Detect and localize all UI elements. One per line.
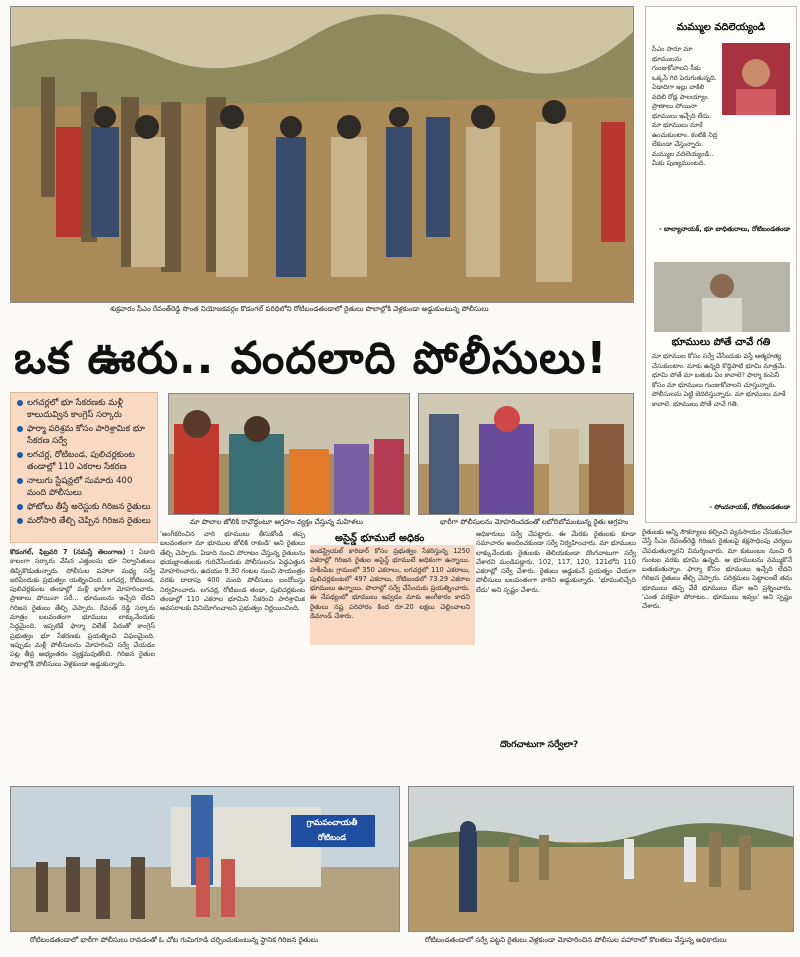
sidebar-portrait-1 xyxy=(722,43,790,115)
body-text-4: అధికారులు సర్వే చేపట్టారు. ఈ మేరకు రైతులకు కూడా సమాచారం అందించకుండా సర్వే నిర్వహించారు. మా భూములు లాక్కునేందుకు రైతులకు తెలియకుండా దొంగచాటుగా సర్వే చేశారని మండిపడ్డారు. 102, 117, 120, 121లోని 110 ఎకరాల్లో సర్వే చేశారు. రైతులు అడ్డుకునే ప్రయత్నం చేయగా పోలీసులు బలవంతంగా వారిని అడ్డుకున్నారు. 'భూములిచ్చేది లేదు' అని స్పష్టం చేశారు. xyxy=(476,530,636,594)
body-column-1 xyxy=(10,548,155,780)
sidebar-title-1: మమ్ముల వదిలెయ్యండి xyxy=(676,22,766,33)
middle-photo-right xyxy=(418,393,634,515)
top-photo-caption: శుక్రవారం సీఎం రేవంత్‌రెడ్డి సొంత నియోజకవర్గం కొడంగల్ పరిధిలోని రోటిబండతండాలో రైతులు పొలాల్లోకి వెళ్లకుండా అడ్డుకుంటున్న పోలీసులు xyxy=(110,305,489,313)
village-signboard: గ్రామపంచాయతీ రోటిబండ xyxy=(306,818,358,842)
middle-left-caption: మా పొలాల జోలికి రావొద్దంటూ ఆగ్రహం వ్యక్తం చేస్తున్న మహిళలు xyxy=(190,518,364,526)
sidebar-signature-1: - బాల్యానాయక్, భూ బాధితురాలు, రోటిబండతండా xyxy=(659,225,790,233)
body-column-4 xyxy=(476,530,636,690)
top-photo xyxy=(10,6,634,303)
bottom-left-caption: రోటిబండతండాలో భారీగా పోలీసులు రావడంతో ఓ చోట గుమిగూడి చర్చించుకుంటున్న స్థానిక గిరిజన రైతులు xyxy=(30,936,319,944)
sidebar-portrait-2 xyxy=(654,262,790,332)
sidebar-signature-2: - సోందనాయక్, రోటిబండతండా xyxy=(709,503,790,511)
middle-right-caption: భారీగా పోలీసులను మోహరించడంతో లబోదిబోమంటున్న రైతు ఆగ్రహం xyxy=(440,518,629,526)
body-column-3 xyxy=(310,547,470,780)
bottom-photo-right xyxy=(408,786,794,932)
sidebar-title-2: భూములు పోతే చావే గతి xyxy=(671,337,771,348)
highlight-item: లగచర్లలో భూ సేకరణకు మళ్లీ కాలుదువ్విన కాంగ్రెస్ సర్కారు xyxy=(17,397,151,421)
body-text-2: 'అంగీకరించిన వారి భూములు తీసుకోండి తప్ప బలవంతంగా మా భూముల జోలికి రాకండి' అని రైతులు తేల్చి చెప్పారు. ఏడాది నుంచి పోరాటం చేస్తున్న రైతులను భయభ్రాంతులకు గురిచేసేందుకు పోలీసులను పెద్దఎత్తున మోహరించారు. ఉదయం 9.30 గంటల నుంచి సాయంత్రం వరకు దాదాపు 400 మంది పోలీసులు బందోబస్తు నిర్వహించారు. లగచర్ల, రోటిబండ తండా, పులిచర్లకుంట తండాల్లో 110 ఎకరాల భూమిని సేకరించి పారిశ్రామిక అవసరాలకు వినియోగించాలని ప్రభుత్వం నిర్ణయించింది. xyxy=(160,530,305,613)
headline: ఒక ఊరు.. వందలాది పోలీసులు! xyxy=(14,333,608,384)
body-column-2 xyxy=(160,530,305,780)
highlight-item: ఫోటోలు తీస్తే అరెస్టుకు గిరిజన రైతులు xyxy=(17,501,151,513)
subhead-secret-survey: దొంగచాటుగా సర్వేలా? xyxy=(500,740,579,750)
body-text-1: ఏడాది కాలంగా సర్కారు వేసిన ఎత్తులను భూ నిర్వాసితులు తిప్పికొడుతున్నారు. పోలీసుల పహారా మధ్య సర్వే జరిపేందుకు ప్రభుత్వం యత్నించింది. లగచర్ల, రోటిబండ, పులిచర్లకుంట తండాల్లో మళ్లీ భారీగా మోహరించారు. ప్రాణాలు పోయినా సరే... భూములను ఇచ్చేది లేదని గిరిజన రైతులు తేల్చి చెప్పారు. రేవంత్ రెడ్డి సర్కారు మాత్రం బలవంతంగా భూములు లాక్కునేందుకు సిద్ధమైంది. ఇప్పటికే ఫార్మా విలేజ్ పేరుతో కాంగ్రెస్ ప్రభుత్వం భూ సేకరణకు ప్రయత్నించి విఫలమైంది. ఇప్పుడు మళ్లీ పోలీసులను మోహరించి సర్వే చేయడం పట్ల తీవ్ర అభ్యంతరం వ్యక్తమవుతోంది. గిరిజన రైతుల పొలాల్లోకి పోలీసులు వెళ్లకుండా అడ్డుకున్నారు. xyxy=(10,548,155,668)
dateline: కొడంగల్, ఫిబ్రవరి 7 (నమస్తే తెలంగాణ) : xyxy=(10,548,134,556)
sidebar-text-2: మా భూముల కోసం సర్వే చేసేందుకు వస్తే ఆత్మహత్య చేసుకుంటాం. మాకు ఉన్నది కొద్దిపాటి భూమి మాత్రమే. భూమి పోతే మా బతుకు ఏం కావాలె? ఫార్మా కంపెనీ కోసం మా భూములు గుంజుకోవాలని చూస్తున్నారు. పోలీసులను పెట్టి బెదిరిస్తున్నారు. మా భూములు మాకే కావాలె. భూములు పోతే చావే గతి. xyxy=(652,352,787,408)
body-text-3: ఇండస్ట్రియల్ కారిడార్ కోసం ప్రభుత్వం సేకరిస్తున్న 1250 ఎకరాల్లో గిరిజన రైతుల అసైన్డ్ భూములే అధికంగా ఉన్నాయి. హకీంపేట గ్రామంలో 350 ఎకరాలు, లగచర్లలో 110 ఎకరాలు, పులిచర్లకుంటలో 497 ఎకరాలు, రోటిబండలో 73.29 ఎకరాల భూములు ఉన్నాయి. పొలాల్లో సర్వే చేసేందుకు ప్రయత్నించారు. ఈ నేపథ్యంలో భూములు ఇవ్వడం మాకు అంగీకారం కాదని రైతులు నష్ట పరిహారం కింద రూ.20 లక్షలు చెల్లించాలని డిమాండ్ చేశారు. xyxy=(310,547,470,621)
subhead-assigned-lands: అసైన్డ్ భూములే అధికం xyxy=(335,533,425,544)
bottom-right-caption: రోటిబండతండాలో సర్వే పట్టని రైతులు వెళ్లకుండా మోహరించిన పోలీసుల పహారాలో కొలతలు వేస్తున్న అధికారులు xyxy=(425,936,727,944)
highlight-item: ఫార్మా పరిశ్రమ కోసం పారిశ్రామిక భూ సేకరణ సర్వే xyxy=(17,423,151,447)
highlight-item: మరోసారి తేల్చి చెప్పిన గిరిజన రైతులు xyxy=(17,515,151,527)
middle-photo-left xyxy=(168,393,410,515)
sidebar-testimonials xyxy=(645,6,797,523)
sidebar-text-1: సీఎం సారూ మా భూములను గుంజుకోవాలని సీకు ఒక్కసే గిరి పెరుగుతున్నది. ఏడాదిగా ఇల్లు వాకిలి వదిలి రోడ్ల పాలయ్యాం. ప్రాణాలు పోయినా భూములు ఇచ్చేది లేదు. మా భూములు మాకే ఉంచుకుంటాం. కంటికి నిద్ర లేకుండా చేస్తున్నారు. మమ్ముల వదిలెయ్యండి.. మీకు పుణ్యముంటది. xyxy=(652,45,718,167)
body-column-5 xyxy=(642,528,792,780)
highlights-box xyxy=(10,392,158,543)
body-text-5: రైతులకు అన్ని సౌకర్యాలు కల్పించి వ్యవసాయం చేసుకునేలా చేస్తే సీఎం రేవంత్‌రెడ్డి గిరిజన రైతులపై కక్షసాధింపు చర్యలు చేపడుతున్నారని విమర్శించారు. మా కుటుంబం నుంచి 6 గుంటల వరకు భూమి ఉన్నది. ఆ భూములను నమ్ముకొనే బతుకుతున్నాం. ఫార్మా కోసం భూములు ఇచ్చేది లేదని గిరిజన రైతులు తేల్చి చెప్పారు. పరిశ్రమలు పెట్టాలంటే తమ భూములు తప్ప వేరే భూములు లేవా అని ప్రశ్నించారు. 'ఎంత వరకైనా పోరాటం.. భూములు ఇవ్వం' అని స్పష్టం చేశారు. xyxy=(642,528,792,611)
highlight-item: లగచర్ల, రోటిబండ, పులిచర్లకుంట తండాల్లో 110 ఎకరాల సేకరణ xyxy=(17,449,151,473)
bottom-photo-left xyxy=(10,786,400,932)
highlight-item: నాలుగు స్టేషన్లలో సుమారు 400 మంది పోలీసులు xyxy=(17,475,151,499)
